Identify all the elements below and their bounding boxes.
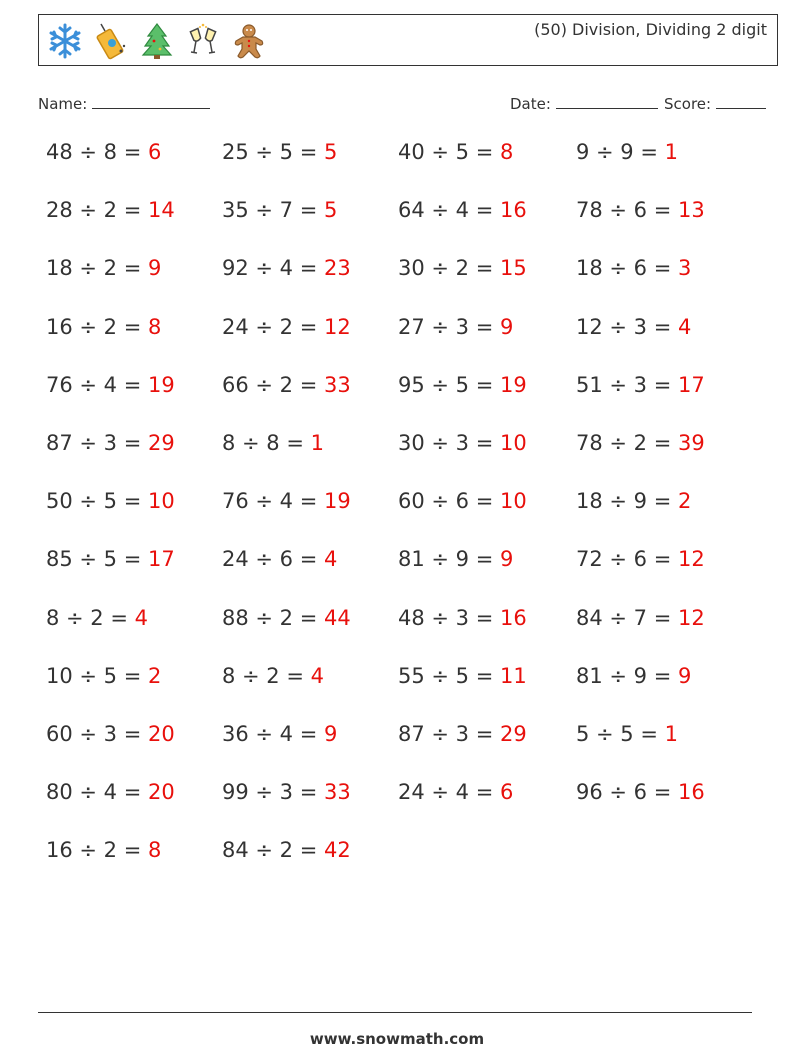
problem-answer: 16: [500, 198, 527, 223]
problem-question: 16 ÷ 2 =: [46, 314, 142, 339]
problem-item: [576, 315, 691, 339]
problem-answer: 23: [324, 256, 351, 281]
problem-question: 99 ÷ 3 =: [222, 780, 318, 805]
problem-answer: 4: [310, 663, 325, 688]
problem-item: [398, 198, 527, 222]
problem-question: 40 ÷ 5 =: [398, 140, 494, 164]
problem-answer: 20: [148, 722, 175, 746]
problem-question: 24 ÷ 2 =: [222, 314, 318, 339]
problem-item: [398, 140, 513, 164]
problem-question: 35 ÷ 7 =: [222, 198, 318, 223]
problem-item: [222, 664, 324, 688]
problem-question: 12 ÷ 3 =: [576, 314, 672, 339]
problem-question: 36 ÷ 4 =: [222, 722, 318, 746]
problem-question: 92 ÷ 4 =: [222, 256, 318, 281]
problem-answer: 9: [148, 256, 162, 281]
problem-question: 18 ÷ 6 =: [576, 256, 672, 281]
problem-answer: 4: [134, 605, 149, 630]
gingerbread-man-icon: [229, 21, 269, 61]
worksheet-title: (50) Division, Dividing 2 digit: [534, 20, 767, 39]
problem-question: 24 ÷ 4 =: [398, 780, 494, 805]
problem-question: 95 ÷ 5 =: [398, 372, 494, 397]
problem-answer: 33: [324, 372, 351, 397]
problem-question: 51 ÷ 3 =: [576, 372, 672, 397]
problem-item: [46, 606, 148, 630]
problem-answer: 19: [148, 372, 175, 397]
date-field[interactable]: [510, 92, 658, 113]
problem-answer: 14: [148, 198, 175, 223]
problem-question: 64 ÷ 4 =: [398, 198, 494, 223]
problem-item: [398, 547, 513, 571]
problem-item: [398, 431, 527, 455]
problem-answer: 9: [324, 722, 338, 746]
problem-question: 78 ÷ 2 =: [576, 431, 672, 455]
problem-question: 72 ÷ 6 =: [576, 547, 672, 572]
problem-answer: 10: [500, 489, 527, 514]
problem-item: [576, 606, 705, 630]
problem-answer: 12: [678, 605, 705, 630]
problem-item: [46, 140, 161, 164]
problem-question: 8 ÷ 8 =: [222, 431, 304, 455]
problem-question: 87 ÷ 3 =: [398, 722, 494, 746]
problem-question: 85 ÷ 5 =: [46, 547, 142, 572]
problem-item: [398, 373, 527, 397]
problem-item: [46, 547, 175, 571]
problem-item: [576, 489, 691, 513]
problem-item: [46, 431, 175, 455]
problem-question: 81 ÷ 9 =: [576, 663, 672, 688]
problem-answer: 17: [148, 547, 175, 572]
name-label: Name:: [38, 95, 88, 113]
problem-question: 24 ÷ 6 =: [222, 547, 318, 572]
problem-question: 66 ÷ 2 =: [222, 372, 318, 397]
problem-item: [576, 547, 705, 571]
problem-item: [222, 722, 337, 746]
problem-answer: 8: [148, 314, 162, 339]
problem-question: 60 ÷ 6 =: [398, 489, 494, 514]
problem-question: 55 ÷ 5 =: [398, 663, 494, 688]
problem-question: 87 ÷ 3 =: [46, 431, 142, 455]
problem-item: [398, 256, 527, 280]
problem-question: 25 ÷ 5 =: [222, 140, 318, 164]
problem-item: [398, 315, 513, 339]
header-icons: [45, 21, 269, 61]
problem-answer: 15: [500, 256, 527, 281]
problem-question: 84 ÷ 7 =: [576, 605, 672, 630]
problem-question: 76 ÷ 4 =: [222, 489, 318, 514]
problem-item: [46, 489, 175, 513]
problem-item: [46, 315, 161, 339]
problem-answer: 2: [678, 489, 692, 514]
problem-item: [222, 140, 337, 164]
christmas-tree-icon: [137, 21, 177, 61]
problem-answer: 6: [148, 140, 162, 164]
problem-item: [576, 722, 678, 746]
score-blank[interactable]: [716, 92, 766, 109]
snowflake-icon: [45, 21, 85, 61]
date-blank[interactable]: [556, 92, 658, 109]
score-field[interactable]: [664, 92, 766, 113]
problem-question: 48 ÷ 3 =: [398, 605, 494, 630]
problem-item: [222, 838, 351, 862]
problem-answer: 9: [500, 314, 514, 339]
problem-answer: 17: [678, 372, 705, 397]
problem-question: 30 ÷ 2 =: [398, 256, 494, 281]
date-label: Date:: [510, 95, 551, 113]
problem-answer: 10: [500, 431, 527, 455]
problem-question: 18 ÷ 9 =: [576, 489, 672, 514]
problem-answer: 44: [324, 605, 351, 630]
problem-answer: 10: [148, 489, 175, 514]
problem-question: 28 ÷ 2 =: [46, 198, 142, 223]
problem-answer: 4: [324, 547, 338, 572]
problem-answer: 19: [500, 372, 527, 397]
problem-item: [46, 373, 175, 397]
problem-answer: 4: [678, 314, 692, 339]
problem-question: 48 ÷ 8 =: [46, 140, 142, 164]
footer-url: www.snowmath.com: [309, 1030, 485, 1048]
problem-answer: 33: [324, 780, 351, 805]
problem-item: [46, 780, 175, 804]
problem-item: [576, 431, 705, 455]
problem-item: [222, 373, 351, 397]
problem-item: [576, 780, 705, 804]
problem-item: [46, 722, 175, 746]
meta-row: [38, 92, 770, 116]
problem-item: [576, 140, 678, 164]
problem-question: 9 ÷ 9 =: [576, 140, 658, 164]
problem-item: [222, 315, 351, 339]
problem-item: [222, 606, 351, 630]
problem-question: 88 ÷ 2 =: [222, 605, 318, 630]
problem-item: [46, 664, 161, 688]
problem-question: 76 ÷ 4 =: [46, 372, 142, 397]
problem-answer: 8: [148, 838, 162, 863]
problem-answer: 16: [678, 780, 705, 805]
problem-question: 27 ÷ 3 =: [398, 314, 494, 339]
champagne-glasses-icon: [183, 21, 223, 61]
problem-item: [398, 606, 527, 630]
problem-item: [576, 198, 705, 222]
problem-item: [398, 722, 527, 746]
problem-answer: 16: [500, 605, 527, 630]
name-field[interactable]: [38, 92, 210, 113]
problem-question: 30 ÷ 3 =: [398, 431, 494, 455]
problem-answer: 12: [678, 547, 705, 572]
problem-answer: 19: [324, 489, 351, 514]
problem-item: [398, 489, 527, 513]
problem-item: [576, 664, 691, 688]
problem-answer: 11: [500, 663, 527, 688]
problem-answer: 1: [664, 140, 679, 164]
name-blank[interactable]: [92, 92, 210, 109]
problem-question: 60 ÷ 3 =: [46, 722, 142, 746]
problem-question: 81 ÷ 9 =: [398, 547, 494, 572]
problem-item: [398, 664, 527, 688]
problem-question: 80 ÷ 4 =: [46, 780, 142, 805]
problem-question: 8 ÷ 2 =: [46, 605, 128, 630]
problem-item: [222, 256, 351, 280]
problem-question: 50 ÷ 5 =: [46, 489, 142, 514]
problem-answer: 29: [500, 722, 527, 746]
gift-tag-icon: [91, 21, 131, 61]
problem-question: 78 ÷ 6 =: [576, 198, 672, 223]
problem-item: [222, 780, 351, 804]
problem-answer: 9: [678, 663, 692, 688]
problem-question: 16 ÷ 2 =: [46, 838, 142, 863]
problem-item: [222, 489, 351, 513]
problem-question: 84 ÷ 2 =: [222, 838, 318, 863]
problem-item: [576, 373, 705, 397]
problem-item: [46, 256, 161, 280]
problem-item: [576, 256, 691, 280]
problem-answer: 13: [678, 198, 705, 223]
problem-question: 18 ÷ 2 =: [46, 256, 142, 281]
problem-answer: 2: [148, 663, 162, 688]
problem-answer: 6: [500, 780, 514, 805]
problem-answer: 9: [500, 547, 514, 572]
problem-answer: 20: [148, 780, 175, 805]
problem-item: [46, 838, 161, 862]
problem-item: [398, 780, 513, 804]
problem-answer: 3: [678, 256, 692, 281]
problem-answer: 12: [324, 314, 351, 339]
header-box: [38, 14, 778, 66]
problem-answer: 5: [324, 198, 338, 223]
problem-question: 96 ÷ 6 =: [576, 780, 672, 805]
problem-question: 8 ÷ 2 =: [222, 663, 304, 688]
problem-item: [222, 431, 324, 455]
problem-answer: 1: [664, 722, 679, 746]
problem-question: 10 ÷ 5 =: [46, 663, 142, 688]
problem-answer: 8: [500, 140, 514, 164]
problem-answer: 39: [678, 431, 705, 455]
problem-answer: 29: [148, 431, 175, 455]
problem-question: 5 ÷ 5 =: [576, 722, 658, 746]
problem-answer: 1: [310, 431, 325, 455]
problem-item: [222, 547, 337, 571]
score-label: Score:: [664, 95, 712, 113]
problem-item: [222, 198, 337, 222]
problem-item: [46, 198, 175, 222]
problem-answer: 5: [324, 140, 338, 164]
footer-divider: [38, 1012, 752, 1013]
problem-answer: 42: [324, 838, 351, 863]
